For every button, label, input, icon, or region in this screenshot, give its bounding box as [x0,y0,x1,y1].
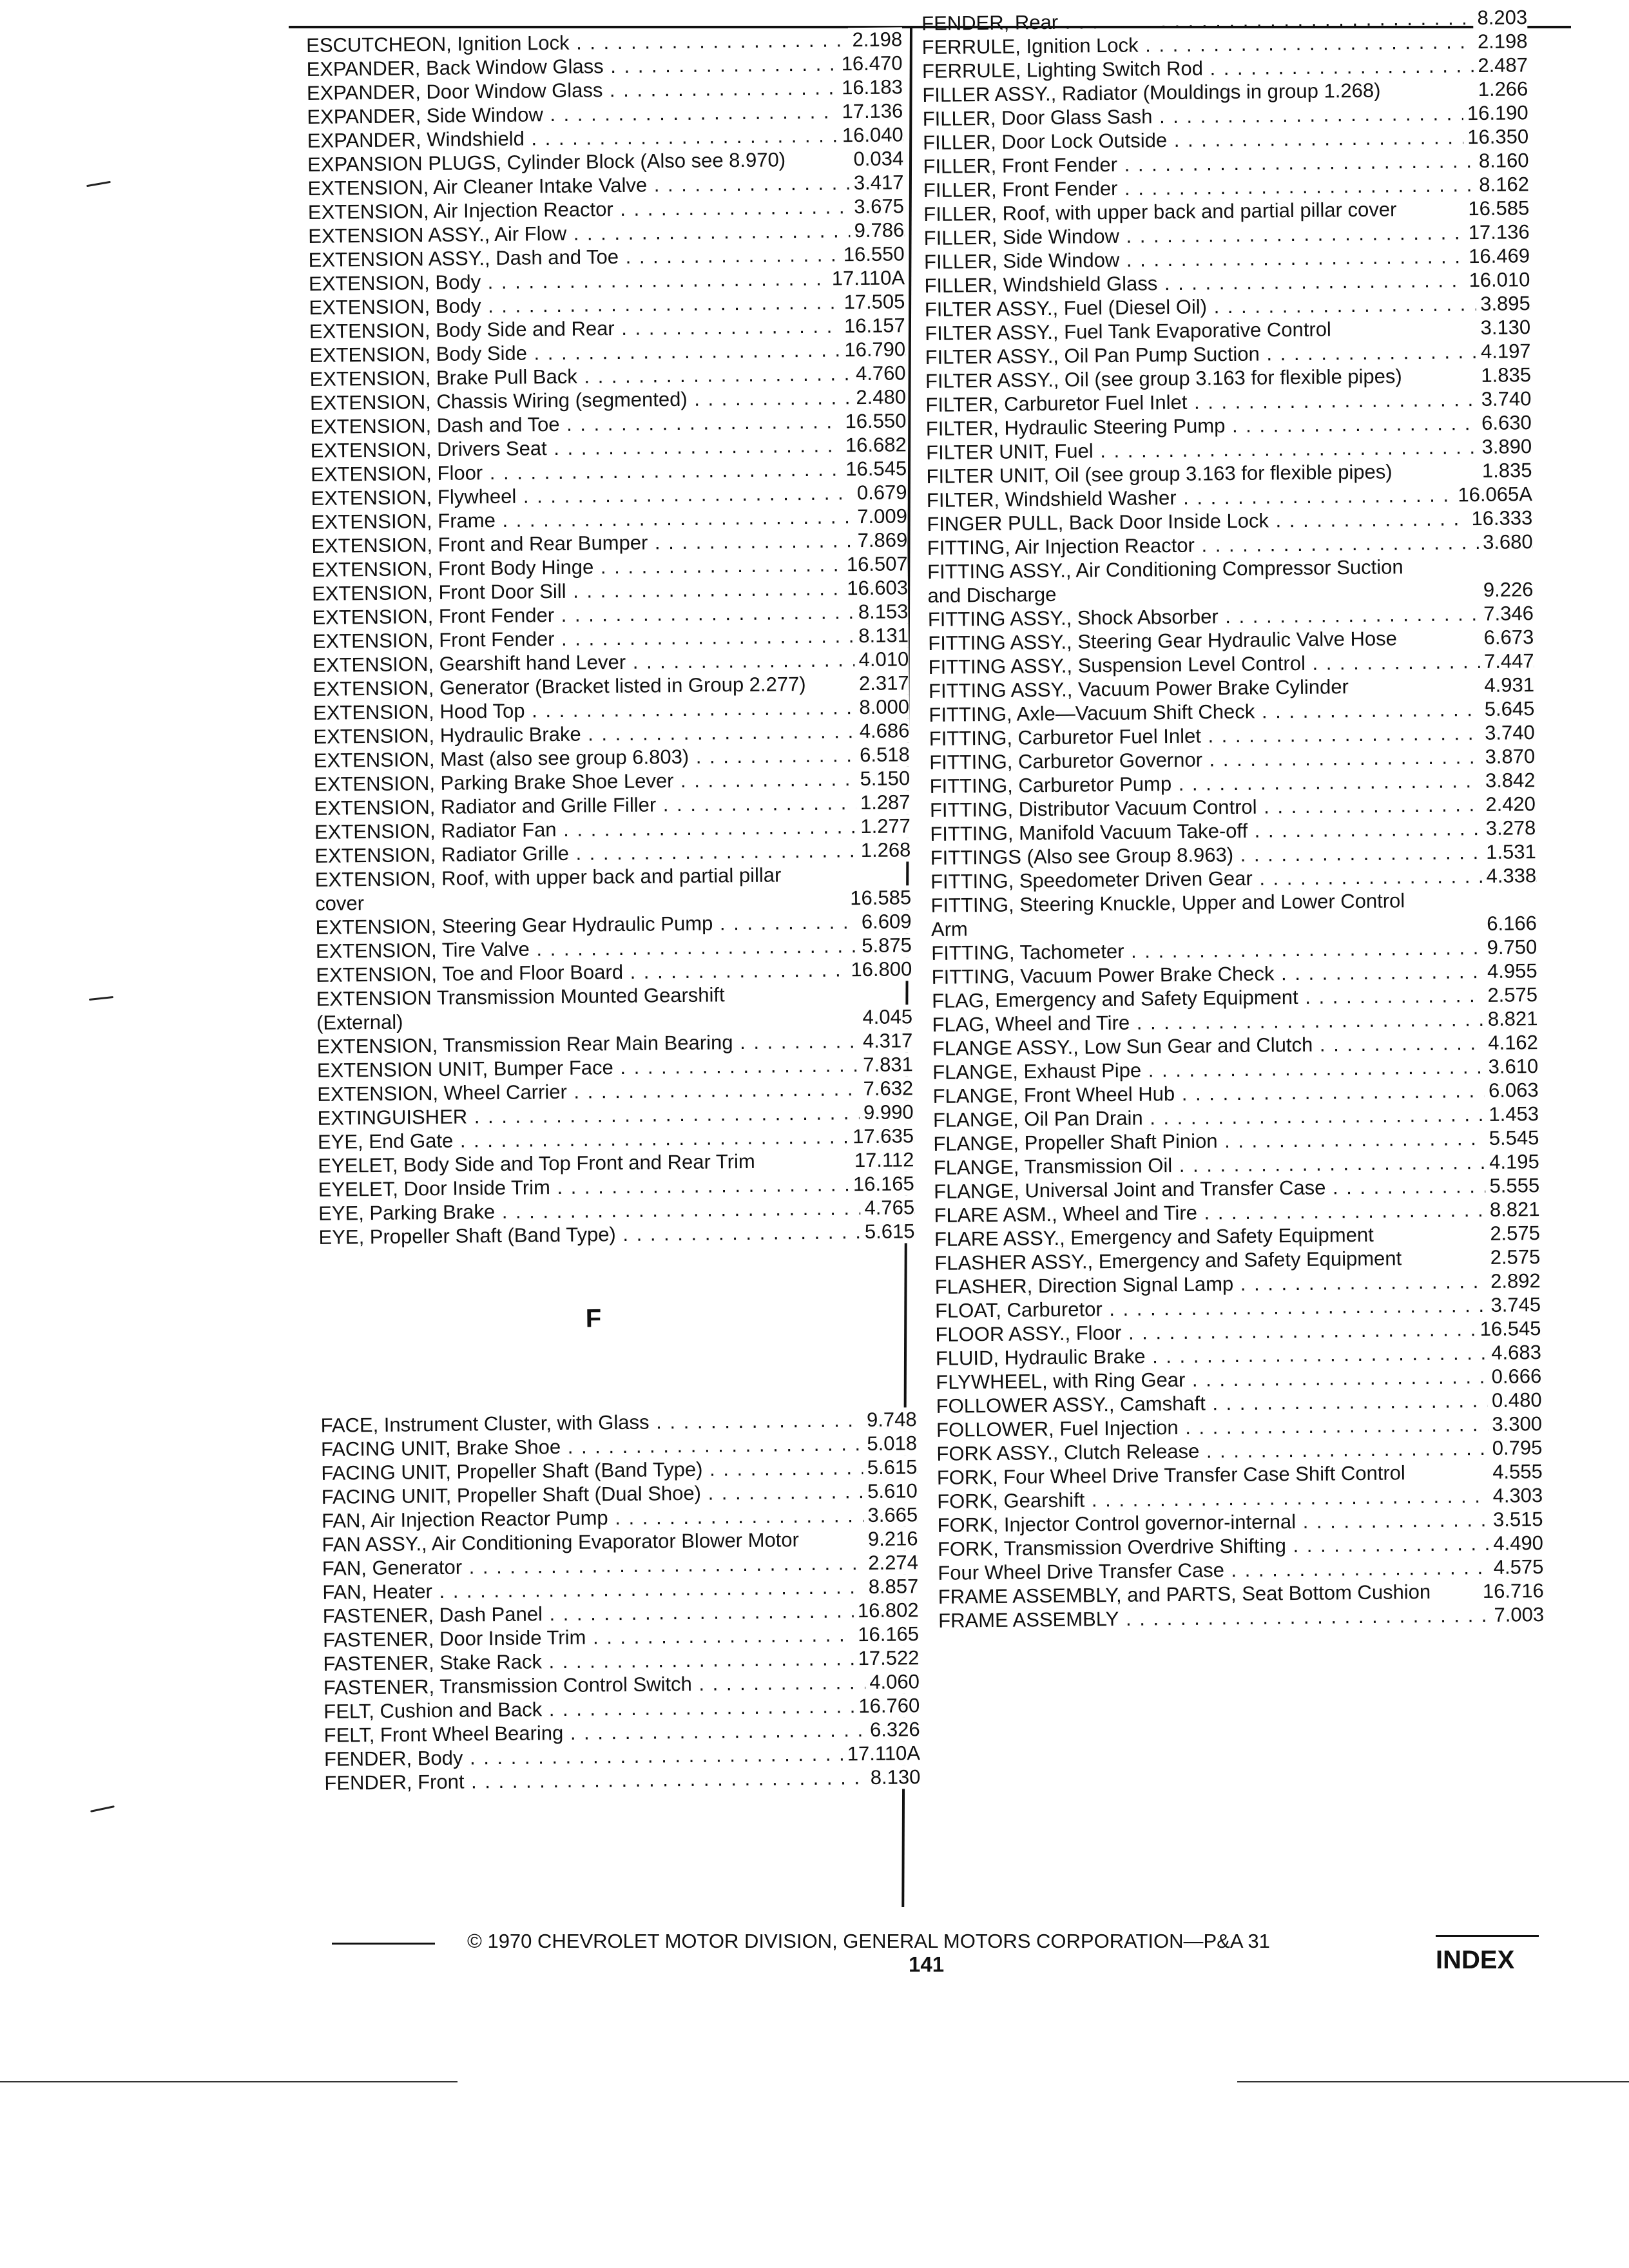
page-edge-rule-left [0,2081,458,2082]
page-number: 141 [909,1952,945,1976]
entry-name: FILTER ASSY., Oil Pan Pump Suction . . . [925,339,1530,369]
entry-name: FITTING ASSY., Steering Gear Hydraulic Valve Hose [928,627,1398,655]
entry-group-ref: 2.480 [852,385,906,409]
entry-group-ref: 16.470 [838,51,903,75]
entry-group-ref: 4.303 [1489,1483,1543,1508]
entry-name: FITTING, Carburetor Pump . . . [929,768,1535,798]
entry-group-ref: 4.686 [856,718,910,743]
entry-name: FILLER, Side Window . . . [923,220,1529,250]
entry-name: EYELET, Door Inside Trim . . . [318,1171,914,1202]
entry-group-ref: 1.277 [856,814,911,838]
entry-name: FITTING, Axle—Vacuum Shift Check . . . [929,697,1534,727]
entry-group-ref: 2.198 [1474,29,1528,53]
entry-group-ref: 5.610 [863,1479,918,1503]
entry-group-ref: 5.555 [1485,1173,1539,1198]
entry-group-ref: 3.740 [1478,387,1532,411]
entry-name: EXPANDER, Door Window Glass . . . [307,75,903,105]
entry-group-ref: 16.065A [1454,482,1532,506]
entry-group-ref: 17.505 [840,289,905,314]
entry-name: FILTER ASSY., Oil (see group 3.163 for flexible pipes) [925,365,1402,392]
entry-name: EYELET, Body Side and Top Front and Rear Trim [318,1149,755,1177]
entry-group-ref: 16.760 [854,1693,920,1718]
entry-name: EXTENSION, Chassis Wiring (segmented) . . . [310,385,906,415]
footer-copyright: © 1970 CHEVROLET MOTOR DIVISION, GENERAL MOTORS CORPORATION—P&A 31 [467,1930,1270,1952]
entry-name: EXTENSION ASSY., Dash and Toe . . . [308,242,904,272]
entry-name: EXTENSION, Radiator and Grille Filler . . . [314,790,910,820]
entry-name: FERRULE, Lighting Switch Rod . . . [922,53,1528,83]
entry-name: FENDER, Body . . . [324,1741,920,1771]
entry-name: FITTING ASSY., Suspension Level Control . . . [928,649,1534,679]
entry-group-ref: 9.750 [1483,935,1537,959]
entry-name: FILTER UNIT, Oil (see group 3.163 for flexible pipes) [926,460,1393,488]
entry-name: FLARE ASSY., Emergency and Safety Equipment [934,1223,1374,1251]
entry-group-ref: 4.575 [1490,1555,1544,1579]
entry-name: FLANGE, Oil Pan Drain . . . [933,1102,1539,1132]
entry-group-ref: 16.183 [838,75,903,99]
entry-group-ref: 4.931 [1480,673,1534,697]
entry-name: EXPANDER, Side Window . . . [307,99,903,129]
entry-group-ref: 5.615 [861,1219,915,1244]
entry-group-ref: 2.274 [864,1550,918,1575]
entry-group-ref: 17.112 [851,1148,914,1172]
entry-name: FASTENER, Transmission Control Switch . . . [323,1669,920,1700]
entry-group-ref: 17.110A [828,265,905,290]
entry-group-ref: 9.748 [863,1407,917,1432]
entry-name: EXTENSION, Hood Top . . . [313,695,909,725]
entry-group-ref: 0.795 [1489,1436,1543,1460]
entry-name: EXTENSION, Body . . . [309,289,905,320]
entry-group-ref: 2.487 [1474,53,1528,77]
entry-name: EXTENSION UNIT, Bumper Face . . . [317,1052,913,1082]
index-entry [315,861,912,916]
entry-group-ref: 4.197 [1477,339,1531,363]
entry-group-ref: 0.666 [1487,1364,1541,1389]
footer-rule-right [1436,1935,1539,1937]
entry-group-ref: 8.000 [855,695,909,719]
entry-name: FLAG, Wheel and Tire . . . [932,1006,1537,1037]
entry-name: FENDER, Front . . . [324,1765,920,1795]
entry-name: FLYWHEEL, with Ring Gear . . . [936,1364,1541,1394]
entry-group-ref: 8.821 [1486,1197,1540,1222]
entry-name: EXTENSION, Parking Brake Shoe Lever . . . [314,766,910,796]
index-column-left [306,27,921,1795]
entry-group-ref: 1.531 [1482,840,1536,864]
entry-name: FITTING, Manifold Vacuum Take-off . . . [930,816,1536,846]
entry-group-ref: 16.040 [838,122,903,147]
entry-group-ref: 8.162 [1475,172,1529,197]
index-entry [316,981,912,1035]
entry-name: FILLER, Roof, with upper back and partial pillar cover [923,198,1397,226]
entry-group-ref: 1.835 [1477,363,1531,387]
entry-name: FLOOR ASSY., Floor . . . [935,1316,1541,1347]
entry-name: FITTING, Carburetor Fuel Inlet . . . [929,720,1535,751]
entry-group-ref: 7.831 [859,1052,913,1077]
entry-name: FACING UNIT, Brake Shoe . . . [321,1431,917,1461]
entry-group-ref: 4.045 [858,1004,912,1029]
entry-name: EXTENSION, Roof, with upper back and partial pillar cover [314,863,782,915]
entry-group-ref: 2.892 [1487,1269,1541,1293]
index-entry [930,887,1537,941]
entry-group-ref: 1.268 [857,838,911,862]
binder-hole-mark [90,1805,115,1812]
entry-name: FAN ASSY., Air Conditioning Evaporator Blower Motor [322,1528,800,1556]
entry-group-ref: 2.420 [1481,792,1536,816]
entry-group-ref: 17.136 [838,99,903,123]
entry-name: EXTENSION, Generator (Bracket listed in Group 2.277) [313,672,806,700]
entry-group-ref: 7.009 [853,504,907,528]
entry-name: FILTER, Windshield Washer . . . [927,482,1532,512]
entry-group-ref: 2.575 [1487,1245,1541,1269]
entry-group-ref: 16.550 [840,242,905,266]
entry-group-ref: 2.575 [1483,983,1537,1007]
entry-group-ref: 4.195 [1485,1149,1539,1174]
entry-name: FASTENER, Stake Rack . . . [323,1646,919,1676]
entry-group-ref: 8.131 [854,623,909,648]
entry-group-ref: 3.890 [1478,434,1532,459]
entry-name: FITTING, Steering Knuckle, Upper and Lower Control Arm [930,889,1405,941]
entry-name: EYE, Propeller Shaft (Band Type) . . . [318,1219,914,1249]
entry-name: FILLER, Door Glass Sash . . . [923,101,1528,131]
entry-name: FITTING, Distributor Vacuum Control . . . [930,792,1536,822]
entry-name: FITTINGS (Also see Group 8.963) . . . [930,840,1536,870]
entry-name: FILTER ASSY., Fuel (Diesel Oil) . . . [925,291,1530,322]
entry-name: FLANGE, Propeller Shaft Pinion . . . [933,1126,1539,1156]
entry-name: FILTER UNIT, Fuel . . . [926,434,1532,465]
entry-group-ref: 3.745 [1487,1293,1541,1317]
entry-group-ref: 4.317 [859,1028,913,1053]
entry-name: EXTENSION, Mast (also see group 6.803) . . . [314,742,910,773]
entry-name: FELT, Front Wheel Bearing . . . [323,1717,920,1747]
entry-name: EXTENSION, Front Door Sill . . . [312,575,908,606]
entry-group-ref: 17.110A [843,1741,921,1765]
entry-name: FLUID, Hydraulic Brake . . . [936,1340,1541,1370]
entry-name: FERRULE, Ignition Lock . . . [921,29,1527,59]
entry-group-ref: 2.198 [848,27,902,52]
entry-group-ref: 0.034 [849,146,903,171]
entry-group-ref: 16.550 [841,408,906,433]
entry-name: FLANGE, Front Wheel Hub . . . [932,1078,1538,1108]
entry-name: EXPANDER, Windshield . . . [307,122,903,153]
entry-name: FACING UNIT, Propeller Shaft (Band Type) . . . [321,1455,917,1485]
entry-name: FITTING ASSY., Vacuum Power Brake Cylinder [928,675,1349,702]
entry-group-ref: 16.190 [1463,101,1528,125]
entry-group-ref: 16.010 [1465,267,1530,292]
entry-name: FELT, Cushion and Back . . . [323,1693,920,1724]
footer-rule-left [332,1943,435,1945]
entry-name: FITTING ASSY., Air Conditioning Compressor Suction and Discharge [927,555,1403,607]
entry-name: EXTINGUISHER . . . [317,1100,913,1130]
entry-group-ref: 4.955 [1483,959,1537,983]
entry-group-ref: 16.165 [854,1622,919,1646]
entry-name: EXTENSION, Front and Rear Bumper . . . [311,528,907,558]
entry-group-ref: 16.802 [854,1598,919,1622]
entry-name: FORK, Injector Control governor-internal . . . [937,1507,1543,1537]
entry-name: EXTENSION, Air Cleaner Intake Valve . . . [307,170,903,200]
entry-group-ref: 4.338 [1482,863,1536,888]
entry-name: EXTENSION, Drivers Seat . . . [311,432,907,463]
entry-name: EXTENSION, Radiator Grille . . . [314,838,911,868]
entry-group-ref: 0.679 [853,480,907,505]
entry-group-ref: 16.603 [843,575,908,600]
entry-name: FLASHER, Direction Signal Lamp . . . [935,1269,1541,1299]
entry-name: FILTER, Carburetor Fuel Inlet . . . [925,387,1531,417]
entry-group-ref: 16.165 [849,1171,914,1196]
entry-name: EXTENSION, Hydraulic Brake . . . [313,718,909,749]
entry-name: FILLER ASSY., Radiator (Mouldings in group 1.268) [922,79,1381,106]
entry-name: EXTENSION, Tire Valve . . . [316,933,912,963]
entry-name: FITTING ASSY., Shock Absorber . . . [928,601,1534,631]
entry-name: FACING UNIT, Propeller Shaft (Dual Shoe) . . . [322,1479,918,1509]
entry-group-ref: 6.673 [1480,625,1534,649]
entry-group-ref: 16.716 [1479,1579,1544,1603]
entry-group-ref: 3.842 [1481,768,1536,793]
entry-name: EXPANSION PLUGS, Cylinder Block (Also see 8.970) [307,148,786,176]
entry-name: EXTENSION, Flywheel . . . [311,480,907,510]
entry-group-ref: 3.417 [850,170,904,195]
entry-group-ref: 4.010 [854,647,909,671]
entry-list-f [320,1407,920,1795]
entry-group-ref: 4.555 [1489,1459,1543,1484]
entry-name: FITTING, Tachometer . . . [931,935,1537,965]
entry-group-ref: 8.153 [854,599,909,624]
entry-group-ref: 5.150 [856,766,910,791]
entry-group-ref: 6.166 [1483,911,1537,936]
entry-name: FACE, Instrument Cluster, with Glass . . . [320,1407,916,1437]
entry-group-ref: 16.469 [1465,244,1530,268]
entry-group-ref: 17.635 [849,1124,914,1148]
entry-group-ref: 9.226 [1480,577,1534,602]
entry-name: FOLLOWER ASSY., Camshaft . . . [936,1388,1541,1418]
entry-group-ref: 3.680 [1479,530,1533,554]
entry-name: FLASHER ASSY., Emergency and Safety Equipment [934,1247,1402,1274]
entry-list-right [921,5,1544,1633]
entry-name: EXTENSION, Floor . . . [311,456,907,486]
entry-group-ref: 7.003 [1490,1602,1544,1627]
entry-group-ref: 4.490 [1489,1531,1543,1555]
entry-name: FASTENER, Door Inside Trim . . . [323,1622,919,1652]
entry-group-ref: 0.480 [1488,1388,1542,1412]
entry-name: EXTENSION, Frame . . . [311,504,907,534]
entry-name: EXTENSION, Front Body Hinge . . . [312,552,908,582]
entry-name: EXTENSION, Body Side . . . [309,337,905,367]
entry-name: EXTENSION, Air Injection Reactor . . . [308,194,904,224]
entry-name: EXTENSION, Body . . . [309,265,905,296]
entry-name: EXTENSION, Gearshift hand Lever . . . [313,647,909,677]
entry-name: EYE, End Gate . . . [318,1124,914,1154]
entry-name: FLOAT, Carburetor . . . [935,1293,1541,1323]
entry-name: FRAME ASSEMBLY, and PARTS, Seat Bottom Cushion [938,1580,1431,1608]
index-entry [927,553,1534,608]
entry-name: EXTENSION, Steering Gear Hydraulic Pump . . . [315,909,911,939]
entry-group-ref: 16.507 [843,552,908,576]
entry-name: FOLLOWER, Fuel Injection . . . [936,1412,1542,1442]
entry-group-ref: 16.682 [842,432,907,457]
binder-hole-mark [89,996,113,1001]
entry-name: FORK, Four Wheel Drive Transfer Case Shift Control [936,1461,1405,1489]
entry-name: FORK, Transmission Overdrive Shifting . . . [938,1531,1543,1561]
section-index-label: INDEX [1436,1946,1515,1974]
entry-group-ref: 17.136 [1465,220,1530,244]
entry-name: FAN, Heater . . . [322,1574,918,1604]
index-column-right [921,5,1544,1633]
entry-group-ref: 6.630 [1478,410,1532,435]
entry-name: FLAG, Emergency and Safety Equipment . . . [932,983,1537,1013]
entry-group-ref: 3.665 [863,1503,918,1527]
entry-group-ref: 4.060 [865,1669,920,1694]
entry-name: FITTING, Vacuum Power Brake Check . . . [931,959,1537,989]
entry-group-ref: 16.790 [840,337,905,361]
entry-name: FRAME ASSEMBLY . . . [938,1602,1544,1633]
entry-name: FLARE ASM., Wheel and Tire . . . [934,1197,1539,1227]
entry-group-ref: 6.326 [866,1717,920,1742]
entry-group-ref: 3.130 [1476,315,1530,340]
entry-group-ref: 9.990 [860,1100,914,1124]
entry-name: FASTENER, Dash Panel . . . [323,1598,919,1628]
entry-name: EYE, Parking Brake . . . [318,1195,914,1225]
entry-group-ref: 4.765 [860,1195,914,1220]
entry-name: EXTENSION ASSY., Air Flow . . . [308,218,904,248]
entry-group-ref: 16.350 [1463,124,1528,149]
entry-name: EXTENSION, Dash and Toe . . . [310,408,906,439]
entry-name: FITTING, Air Injection Reactor . . . [927,530,1533,560]
entry-group-ref: 4.760 [852,361,906,385]
entry-group-ref: 3.278 [1482,816,1536,840]
entry-name: FLANGE, Exhaust Pipe . . . [932,1054,1538,1084]
entry-group-ref: 16.157 [840,313,905,338]
entry-name: FORK ASSY., Clutch Release . . . [936,1436,1542,1466]
entry-name: EXTENSION, Front Fender . . . [312,599,908,629]
entry-group-ref: 3.300 [1488,1412,1542,1436]
entry-group-ref: 16.585 [846,885,911,910]
entry-name: FILTER ASSY., Fuel Tank Evaporative Control [925,318,1332,345]
entry-name: FAN, Air Injection Reactor Pump . . . [322,1503,918,1533]
entry-group-ref: 1.835 [1478,458,1532,483]
entry-group-ref: 6.063 [1485,1078,1539,1102]
entry-group-ref: 7.869 [854,528,908,552]
entry-group-ref: 1.453 [1485,1102,1539,1126]
entry-group-ref: 3.675 [850,194,904,218]
entry-group-ref: 6.518 [856,742,910,767]
entry-name: FLANGE, Transmission Oil . . . [934,1149,1539,1180]
entry-group-ref: 3.870 [1481,744,1535,769]
entry-name: FAN, Generator . . . [322,1550,918,1581]
entry-name: FORK, Gearshift . . . [937,1483,1543,1514]
entry-group-ref: 3.610 [1484,1054,1538,1079]
entry-group-ref: 5.645 [1481,697,1535,721]
entry-name: FLANGE, Universal Joint and Transfer Case . . . [934,1173,1539,1204]
entry-group-ref: 5.018 [863,1431,917,1456]
entry-name: ESCUTCHEON, Ignition Lock . . . [306,27,902,57]
entry-name: EXTENSION Transmission Mounted Gearshift (External) [316,983,725,1034]
entry-group-ref: 8.160 [1475,148,1529,173]
entry-group-ref: 16.545 [842,456,907,481]
entry-name: FITTING, Speedometer Driven Gear . . . [930,863,1536,894]
section-letter: F [585,1304,602,1333]
entry-group-ref: 16.585 [1464,196,1529,220]
entry-group-ref: 6.609 [858,909,912,934]
entry-name: EXTENSION, Transmission Rear Main Bearing . . . [316,1028,912,1059]
entry-group-ref: 3.740 [1481,720,1535,745]
entry-group-ref: 8.821 [1484,1006,1538,1031]
entry-name: EXTENSION, Body Side and Rear . . . [309,313,905,343]
entry-name: FILLER, Door Lock Outside . . . [923,124,1528,155]
entry-name: EXPANDER, Back Window Glass . . . [306,51,902,81]
entry-name: FILTER, Hydraulic Steering Pump . . . [926,410,1532,441]
entry-group-ref: 2.317 [855,671,909,695]
entry-name: EXTENSION, Wheel Carrier . . . [317,1076,913,1106]
entry-name: FINGER PULL, Back Door Inside Lock . . . [927,506,1532,536]
entry-group-ref: 8.857 [865,1574,919,1599]
entry-name: EXTENSION, Brake Pull Back . . . [309,361,905,391]
entry-name: FITTING, Carburetor Governor . . . [929,744,1535,774]
binder-hole-mark [86,181,111,187]
entry-group-ref: 3.895 [1476,291,1530,316]
entry-group-ref: 9.786 [850,218,904,242]
entry-group-ref: 7.447 [1480,649,1534,673]
entry-group-ref: 16.800 [847,957,912,981]
entry-group-ref: 1.287 [856,790,911,814]
entry-group-ref: 7.346 [1480,601,1534,626]
entry-name: FILLER, Front Fender . . . [923,148,1528,178]
entry-group-ref: 4.162 [1484,1030,1538,1055]
entry-name: Four Wheel Drive Transfer Case . . . [938,1555,1543,1585]
entry-group-ref: 5.615 [863,1455,918,1479]
entry-name: FILLER, Windshield Glass . . . [924,267,1530,298]
entry-group-ref: 16.333 [1467,506,1532,530]
entry-group-ref: 17.522 [854,1646,919,1670]
entry-name: EXTENSION, Front Fender . . . [313,623,909,653]
entry-list-e [306,27,915,1249]
entry-group-ref: 7.632 [859,1076,913,1100]
entry-group-ref: 5.875 [858,933,912,957]
entry-name: FILLER, Front Fender . . . [923,172,1529,202]
entry-name: EXTENSION, Toe and Floor Board . . . [316,957,912,987]
entry-name: FILLER, Side Window . . . [924,244,1530,274]
entry-group-ref: 1.266 [1474,77,1528,101]
page-edge-rule-right [1237,2081,1629,2082]
entry-name: EXTENSION, Radiator Fan . . . [314,814,911,844]
entry-group-ref: 9.216 [864,1526,918,1551]
entry-group-ref: 8.130 [867,1765,921,1789]
entry-group-ref: 4.683 [1487,1340,1541,1365]
entry-name: FLANGE ASSY., Low Sun Gear and Clutch . . . [932,1030,1538,1061]
entry-group-ref: 8.203 [1473,5,1527,30]
entry-name: FENDER, Rear . . . [921,5,1527,35]
entry-group-ref: 16.545 [1476,1316,1541,1341]
entry-group-ref: 3.515 [1489,1507,1543,1532]
entry-group-ref: 2.575 [1486,1221,1540,1245]
entry-group-ref: 5.545 [1485,1126,1539,1150]
